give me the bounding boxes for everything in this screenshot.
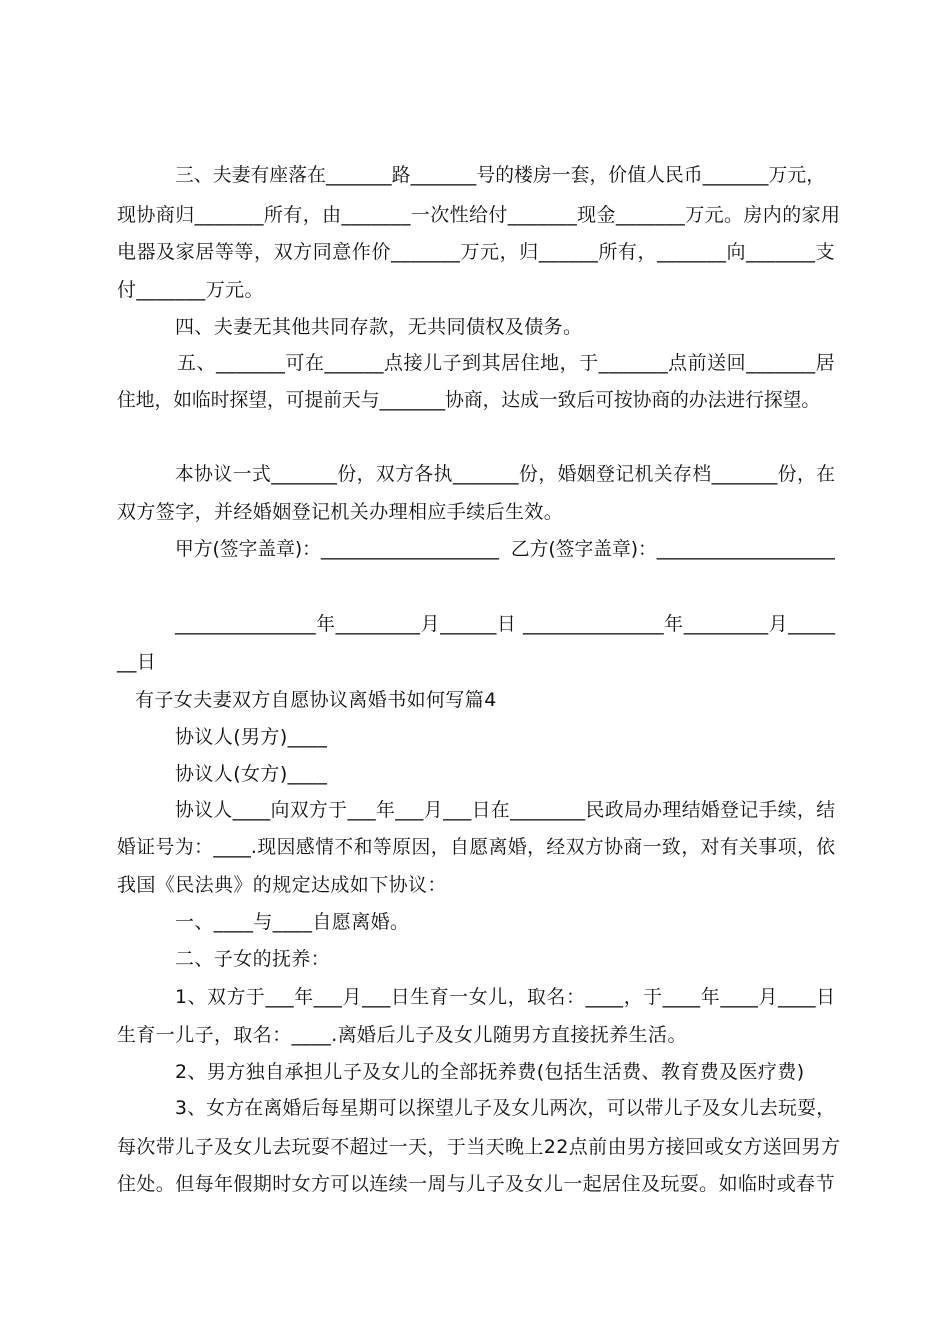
paragraph-four: 四、夫妻无其他共同存款，无共同债权及债务。 — [175, 316, 583, 338]
item-one: 一、____与____自愿离婚。 — [175, 911, 410, 933]
intro-line-2: 婚证号为：____.现因感情不和等原因，自愿离婚，经双方协商一致，对有关事项，依 — [117, 837, 835, 858]
intro-line-3: 我国《民法典》的规定达成如下协议： — [117, 874, 447, 896]
intro-line-1: 协议人____向双方于___年___月___日在________民政局办理结婚登记手续，结 — [175, 800, 835, 821]
date-line-2: __日 — [117, 651, 157, 673]
paragraph-three-line-1: 三、夫妻有座落在_______路_______号的楼房一套，价值人民币_______万元， — [175, 165, 825, 186]
section-title: 有子女夫妻双方自愿协议离婚书如何写篇4 — [135, 689, 497, 711]
paragraph-five-line-2: 住地，如临时探望，可提前天与_______协商，达成一致后可按协商的办法进行探望。 — [117, 390, 821, 411]
paragraph-three-line-3: 电器及家居等等，双方同意作价_______万元，归______所有，_______向_______支 — [117, 241, 835, 263]
party-female: 协议人(女方)____ — [175, 763, 328, 785]
paragraph-three-line-4: 付_______万元。 — [117, 279, 264, 301]
subitem-three-line-2: 每次带儿子及女儿去玩耍不超过一天，于当天晚上22点前由男方接回或女方送回男方 — [117, 1136, 841, 1158]
paragraph-five-line-1: 五、_______可在______点接儿子到其居住地，于_______点前送回_______居 — [177, 352, 835, 374]
subitem-one-line-1: 1、双方于___年___月___日生育一女儿，取名：____，于____年____月____日 — [175, 987, 835, 1008]
copies-clause-line-1: 本协议一式_______份，双方各执_______份，婚姻登记机关存档_______份，在 — [175, 464, 835, 485]
party-male: 协议人(男方)____ — [175, 726, 328, 748]
date-line-1: _______________年_________月______日 _______________年_________月_____ — [175, 614, 835, 635]
subitem-two: 2、男方独自承担儿子及女儿的全部抚养费(包括生活费、教育费及医疗费) — [175, 1061, 805, 1083]
signature-line: 甲方(签字盖章)：___________________ 乙方(签字盖章)：___________________ — [175, 539, 835, 560]
paragraph-three-line-2: 现协商归_______所有，由_______一次性给付_______现金_______万元。房内的家用 — [117, 204, 841, 226]
subitem-three-line-1: 3、女方在离婚后每星期可以探望儿子及女儿两次，可以带儿子及女儿去玩耍， — [175, 1098, 835, 1119]
copies-clause-line-2: 双方签字，并经婚姻登记机关办理相应手续后生效。 — [117, 501, 564, 523]
item-two: 二、子女的抚养： — [175, 948, 331, 970]
subitem-three-line-3: 住处。但每年假期时女方可以连续一周与儿子及女儿一起居住及玩耍。如临时或春节 — [117, 1173, 835, 1195]
subitem-one-line-2: 生育一儿子，取名：____.离婚后儿子及女儿随男方直接抚养生活。 — [117, 1024, 687, 1046]
